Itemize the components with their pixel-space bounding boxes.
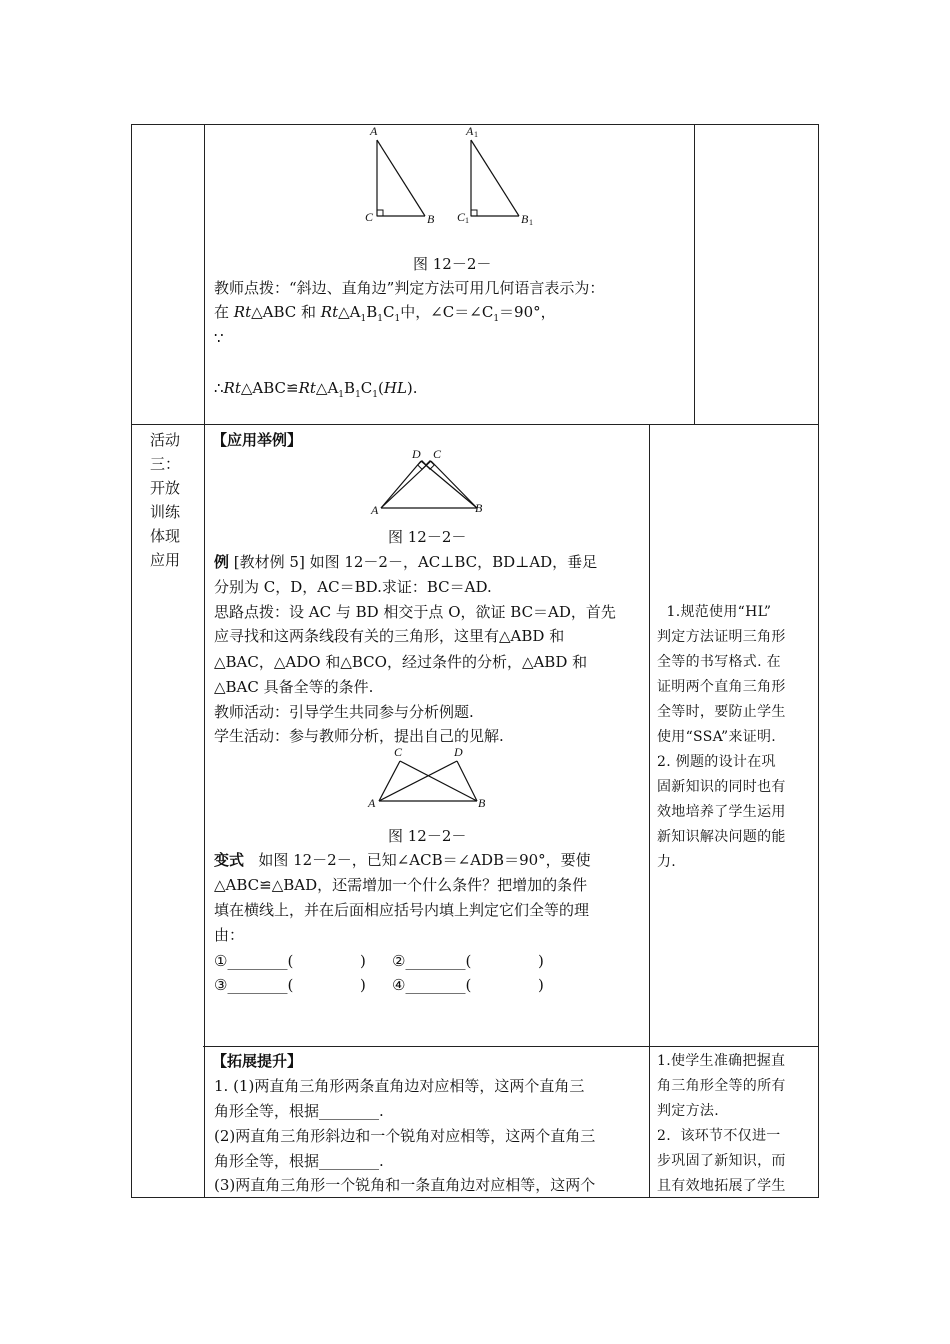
- crossed-right-triangles-figure-2: [365, 743, 495, 813]
- note1-line-5: 全等时，要防止学生: [657, 704, 786, 720]
- teacher-activity: 教师活动：引导学生共同参与分析例题.: [214, 703, 474, 721]
- col-divider-notes: [649, 424, 650, 1198]
- col-divider-notes-top: [694, 124, 695, 425]
- note2-line-5: 步巩固了新知识，而: [657, 1153, 786, 1169]
- extension-line-1: 1. (1)两直角三角形两条直角边对应相等，这两个直角三: [214, 1077, 585, 1095]
- label-A1: A: [466, 124, 474, 138]
- variant-line-3: 填在横线上，并在后面相应括号内填上判定它们全等的理: [214, 901, 590, 919]
- answer-blank-4[interactable]: ④________( ): [392, 976, 544, 994]
- side-line-2: 三：: [150, 455, 181, 473]
- table-border-left: [131, 124, 132, 1198]
- crossed-right-triangles-figure-1: [365, 444, 495, 519]
- extension-line-2: 角形全等，根据________.: [214, 1102, 384, 1120]
- side-line-5: 体现: [150, 527, 181, 545]
- fig2-label-D: D: [454, 745, 463, 759]
- because-symbol: ∵: [214, 329, 224, 347]
- fig1-label-D: D: [412, 447, 421, 461]
- conclusion-line: $\therefore Rt\triangle ABC≌Rt\triangle A_1B_1C_1(HL)$.: [214, 379, 418, 400]
- side-line-6: 应用: [150, 551, 181, 569]
- fig2-label-A: A: [368, 796, 376, 810]
- side-line-4: 训练: [150, 503, 181, 521]
- fig1-label-C: C: [433, 447, 442, 461]
- label-A: A: [370, 124, 378, 138]
- label-B1-sub: 1: [529, 218, 533, 227]
- note1-line-3: 全等的书写格式. 在: [657, 654, 781, 670]
- given-line: 在 Rt△ABC 和 $Rt\triangle A_1B_1C_1$中，$\angle C=\angle C_1=90^\circ$，: [214, 303, 556, 324]
- fig2-label-C: C: [394, 745, 403, 759]
- example-line-1: 例 [教材例 5] 如图 12－2－，AC⊥BC，BD⊥AD，垂足: [214, 553, 598, 571]
- answer-blank-3[interactable]: ③________( ): [214, 976, 366, 994]
- note1-line-11: 力.: [657, 854, 677, 870]
- extension-heading: 【拓展提升】: [212, 1052, 303, 1070]
- fig2-label-B: B: [478, 796, 486, 810]
- fig1-label-A: A: [371, 503, 379, 517]
- label-B1: B: [521, 212, 529, 226]
- table-border-right: [818, 124, 819, 1198]
- fig1-label-B: B: [475, 501, 483, 515]
- label-C: C: [365, 210, 374, 224]
- note1-line-1: 1.规范使用“HL”: [657, 604, 772, 620]
- figure-caption-1: 图 12－2－: [413, 255, 492, 273]
- extension-line-5: (3)两直角三角形一个锐角和一条直角边对应相等，这两个: [214, 1176, 596, 1194]
- note2-line-2: 角三角形全等的所有: [657, 1078, 786, 1094]
- hint-line-4: △BAC 具备全等的条件.: [214, 678, 374, 696]
- extension-line-4: 角形全等，根据________.: [214, 1152, 384, 1170]
- variant-line-1: 变式 如图 12－2－，已知∠ACB＝∠ADB＝90°，要使: [214, 851, 591, 869]
- side-line-1: 活动: [150, 431, 181, 449]
- label-A1-sub: 1: [474, 130, 478, 139]
- answer-blank-2[interactable]: ②________( ): [392, 952, 544, 970]
- note1-line-8: 固新知识的同时也有: [657, 779, 786, 795]
- right-triangle-figure: [360, 122, 560, 232]
- note2-line-4: 2. 该环节不仅进一: [657, 1128, 781, 1144]
- student-activity: 学生活动：参与教师分析，提出自己的见解.: [214, 727, 504, 745]
- note1-line-2: 判定方法证明三角形: [657, 629, 786, 645]
- note2-line-3: 判定方法.: [657, 1103, 719, 1119]
- label-C1-sub: 1: [465, 216, 469, 225]
- note1-line-6: 使用“SSA”来证明.: [657, 729, 777, 745]
- label-B: B: [427, 212, 435, 226]
- hint-line-2: 应寻找和这两条线段有关的三角形，这里有△ABD 和: [214, 627, 565, 645]
- hint-line-1: 思路点拨：设 AC 与 BD 相交于点 O，欲证 BC＝AD，首先: [214, 603, 616, 621]
- note2-line-6: 且有效地拓展了学生: [657, 1178, 786, 1194]
- row-divider-1: [131, 424, 819, 425]
- example-line-2: 分别为 C，D，AC＝BD.求证：BC＝AD.: [214, 578, 492, 596]
- variant-line-2: △ABC≌△BAD，还需增加一个什么条件？把增加的条件: [214, 876, 588, 894]
- note1-line-10: 新知识解决问题的能: [657, 829, 786, 845]
- figure-caption-3: 图 12－2－: [388, 827, 467, 845]
- activity3-label: [150, 428, 190, 572]
- note2-line-1: 1.使学生准确把握直: [657, 1053, 786, 1069]
- side-line-3: 开放: [150, 479, 181, 497]
- answer-blank-1[interactable]: ①________( ): [214, 952, 366, 970]
- figure-caption-2: 图 12－2－: [388, 528, 467, 546]
- variant-line-4: 由：: [214, 926, 245, 944]
- teacher-hint-line: 教师点拨：“斜边、直角边”判定方法可用几何语言表示为：: [214, 279, 605, 297]
- col-divider-label: [204, 124, 205, 1198]
- application-heading: 【应用举例】: [212, 431, 303, 449]
- note1-line-4: 证明两个直角三角形: [657, 679, 786, 695]
- label-C1: C: [457, 210, 466, 224]
- hint-line-3: △BAC，△ADO 和△BCO，经过条件的分析，△ABD 和: [214, 653, 588, 671]
- note1-line-9: 效地培养了学生运用: [657, 804, 786, 820]
- extension-line-3: (2)两直角三角形斜边和一个锐角对应相等，这两个直角三: [214, 1127, 596, 1145]
- row-divider-2: [203, 1046, 819, 1047]
- note1-line-7: 2. 例题的设计在巩: [657, 754, 776, 770]
